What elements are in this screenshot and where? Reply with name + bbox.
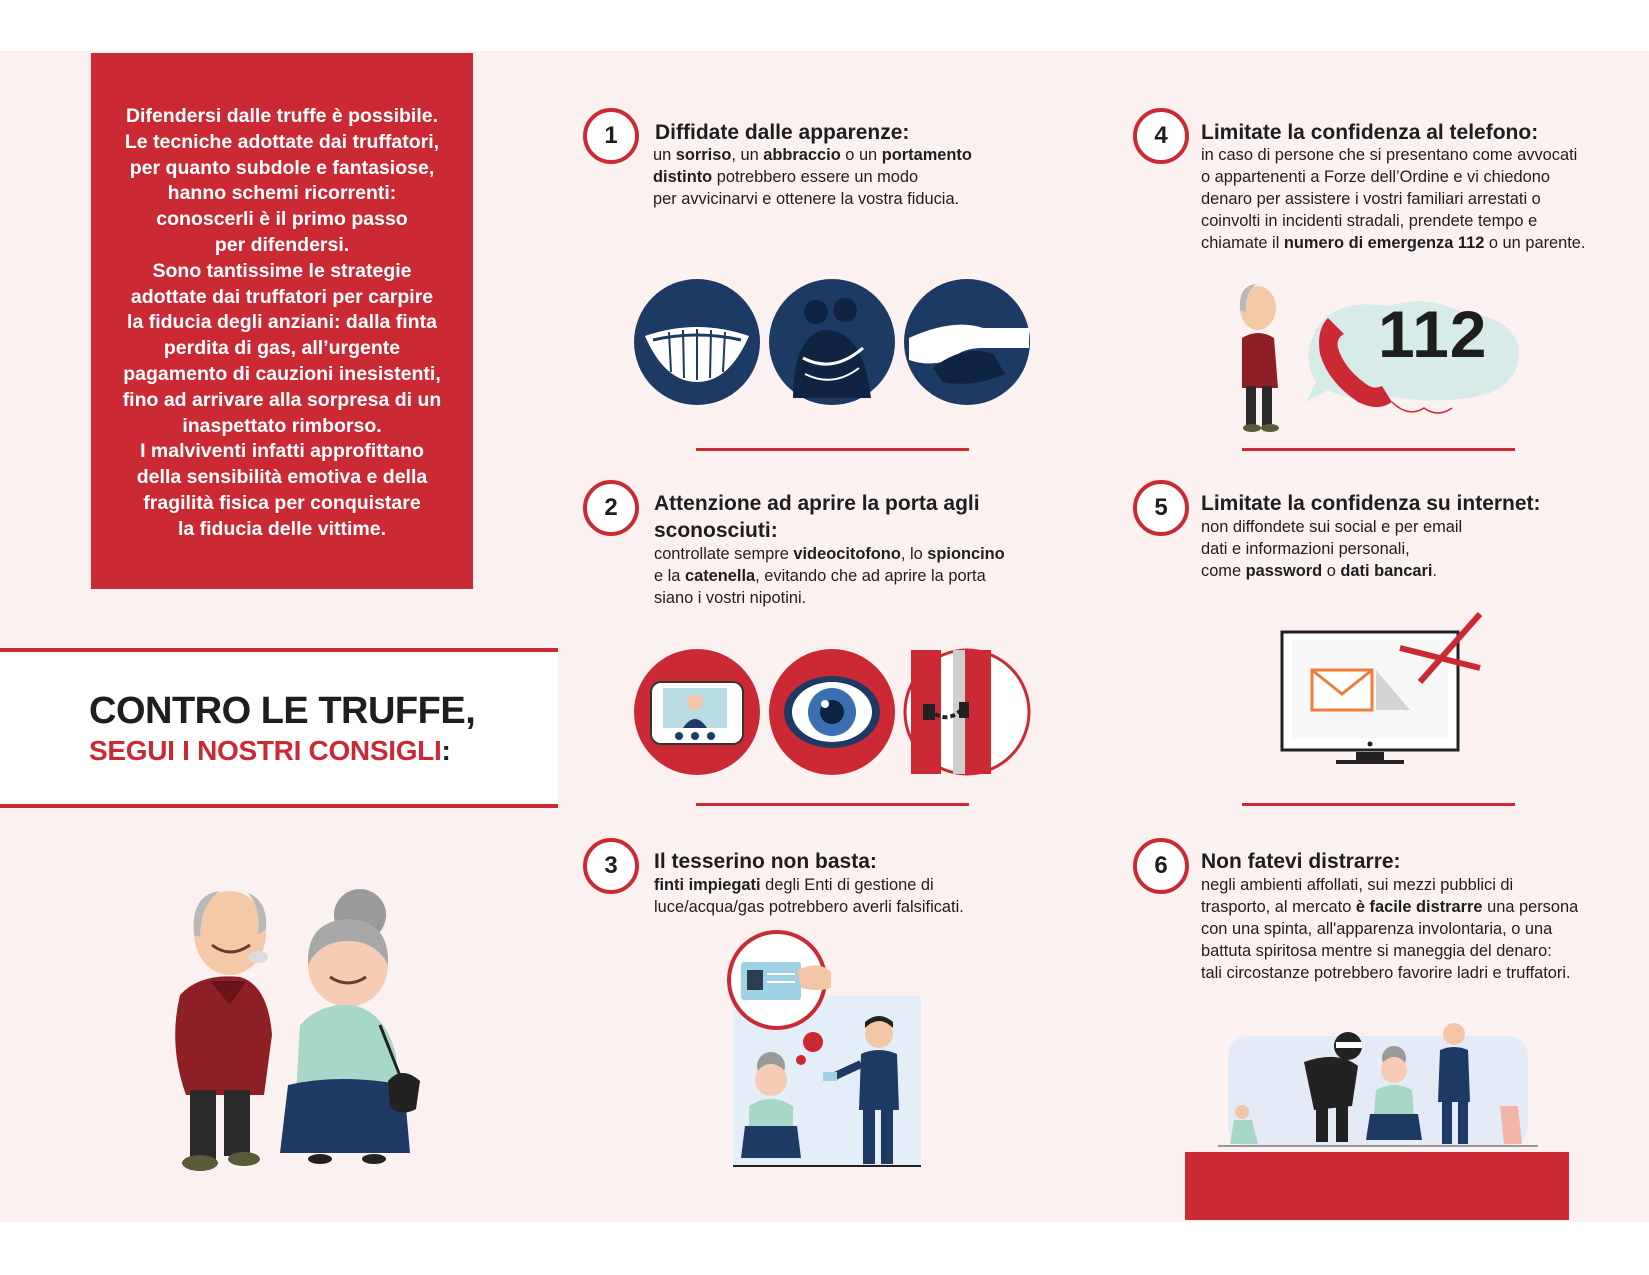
intro-line: Sono tantissime le strategie: [152, 259, 412, 282]
tip-6-line: tali circostanze potrebbero favorire ladri e truffatori.: [1201, 964, 1571, 982]
tip-number-4: 4: [1133, 108, 1189, 164]
tip-number-3: 3: [583, 838, 639, 894]
tip-2-line: [654, 565, 1005, 587]
tip-1-line: [653, 166, 972, 188]
bold-text: distinto: [653, 168, 713, 186]
tip-5-body: [1201, 516, 1462, 582]
main-subtitle: [89, 735, 451, 767]
text: .: [1432, 562, 1437, 580]
tip-6-heading: Non fatevi distrarre:: [1201, 850, 1401, 873]
tip-2-heading-line1: Attenzione ad aprire la porta agli: [654, 492, 980, 515]
tip-4-heading: Limitate la confidenza al telefono:: [1201, 121, 1539, 144]
tip-1-line: [653, 144, 972, 166]
door-chain-icon: [905, 650, 1029, 774]
bold-text: videocitofono: [793, 545, 901, 563]
tip-3-body: [654, 874, 964, 918]
bold-text: è facile distrarre: [1355, 898, 1483, 916]
tip-3-line: [654, 874, 964, 896]
tip-2-heading-line2: sconosciuti:: [654, 519, 778, 542]
tip-number-6: 6: [1133, 838, 1189, 894]
tip-number-5: 5: [1133, 480, 1189, 536]
intro-line: inaspettato rimborso.: [182, 414, 382, 437]
intro-line: della sensibilità emotiva e della: [136, 466, 428, 489]
text: una persona: [1482, 898, 1579, 916]
separator-line: [1242, 448, 1515, 451]
intro-line: pagamento di cauzioni inesistenti,: [123, 362, 441, 385]
bold-text: sorriso: [675, 146, 732, 164]
intro-line: hanno schemi ricorrenti:: [167, 182, 397, 205]
text: potrebbero essere un modo: [712, 168, 919, 186]
smile-icon: [634, 279, 760, 405]
intro-line: per quanto subdole e fantasiose,: [129, 156, 435, 179]
tip-6-line: con una spinta, all'apparenza involontaria, o una: [1201, 920, 1553, 938]
tip-6-line: negli ambienti affollati, sui mezzi pubblici di: [1201, 876, 1514, 894]
tip-2-line: [654, 543, 1005, 565]
separator-line: [696, 803, 969, 806]
elderly-couple-illustration: [140, 885, 440, 1165]
bold-text: portamento: [881, 146, 972, 164]
bold-text: abbraccio: [763, 146, 841, 164]
tip-5-illustration: [1280, 612, 1500, 772]
text: , lo: [900, 545, 928, 563]
intro-line: la fiducia delle vittime.: [177, 517, 387, 540]
tip-4-line: o appartenenti a Forze dell’Ordine e vi chiedono: [1201, 168, 1550, 186]
old-man-phone-icon: [1240, 284, 1279, 432]
bold-text: numero di emergenza 112: [1283, 234, 1485, 252]
text: o un: [840, 146, 882, 164]
tip-5-line: non diffondete sui social e per email: [1201, 518, 1463, 536]
tip-6-line: battuta spiritosa mentre si maneggia del denaro:: [1201, 942, 1552, 960]
intro-line: adottate dai truffatori per carpire: [130, 285, 434, 308]
tip-1-body: [653, 144, 972, 210]
tip-4-line: [1201, 232, 1585, 254]
bold-text: dati bancari: [1340, 562, 1433, 580]
emergency-number: 112: [1378, 297, 1488, 371]
tip-4-body: [1201, 144, 1585, 254]
bold-text: catenella: [684, 567, 756, 585]
tip-6-line: [1201, 896, 1578, 918]
hug-icon: [769, 279, 895, 405]
bold-text: spioncino: [927, 545, 1005, 563]
text: trasporto, al mercato: [1201, 898, 1356, 916]
bottom-accent-block: [1185, 1152, 1569, 1220]
intro-line: per difendersi.: [214, 233, 350, 256]
text: , evitando che ad aprire la porta: [755, 567, 986, 585]
intro-line: fragilità fisica per conquistare: [143, 491, 421, 514]
tip-5-line: [1201, 560, 1462, 582]
bold-text: finti impiegati: [654, 876, 761, 894]
tip-4-line: coinvolti in incidenti stradali, prendete tempo e: [1201, 212, 1538, 230]
tip-1-heading: Diffidate dalle apparenze:: [655, 121, 910, 144]
tip-1-icons: [633, 278, 1033, 408]
separator-line: [696, 448, 969, 451]
text: degli Enti di gestione di: [760, 876, 934, 894]
text: , un: [731, 146, 764, 164]
tip-4-line: denaro per assistere i vostri familiari arrestati o: [1201, 190, 1541, 208]
text: come: [1201, 562, 1246, 580]
tip-3-heading: Il tesserino non basta:: [654, 850, 877, 873]
peephole-eye-icon: [769, 649, 895, 775]
videophone-icon: [634, 649, 760, 775]
intro-line: Difendersi dalle truffe è possibile.: [125, 105, 439, 127]
bold-text: password: [1245, 562, 1323, 580]
separator-line: [1242, 803, 1515, 806]
intro-line: perdita di gas, all’urgente: [163, 337, 401, 360]
handshake-icon: [904, 279, 1030, 405]
tip-6-illustration: [1218, 1006, 1538, 1150]
tip-number-2: 2: [583, 480, 639, 536]
subtitle-text: SEGUI I NOSTRI CONSIGLI: [89, 735, 442, 766]
tip-3-line: luce/acqua/gas potrebbero averli falsificati.: [654, 898, 964, 916]
tip-2-line: siano i vostri nipotini.: [654, 589, 807, 607]
text: un: [653, 146, 676, 164]
main-title: CONTRO LE TRUFFE,: [89, 690, 476, 732]
intro-line: I malviventi infatti approfittano: [140, 440, 424, 463]
tip-number-1: 1: [583, 108, 639, 164]
tip-5-line: dati e informazioni personali,: [1201, 540, 1410, 558]
intro-line: la fiducia degli anziani: dalla finta: [127, 311, 437, 334]
text: o un parente.: [1484, 234, 1586, 252]
text: o: [1322, 562, 1341, 580]
tip-3-illustration: [727, 930, 927, 1170]
tip-5-heading: Limitate la confidenza su internet:: [1201, 492, 1541, 515]
text: controllate sempre: [654, 545, 794, 563]
subtitle-colon: :: [441, 735, 451, 766]
intro-line: Le tecniche adottate dai truffatori,: [124, 130, 440, 153]
text: e la: [654, 567, 685, 585]
intro-line: conoscerli è il primo passo: [156, 208, 408, 231]
tip-6-body: [1201, 874, 1578, 984]
tip-4-line: in caso di persone che si presentano come avvocati: [1201, 146, 1578, 164]
intro-line: fino ad arrivare alla sorpresa di un: [122, 388, 442, 411]
text: chiamate il: [1201, 234, 1284, 252]
tip-1-line: per avvicinarvi e ottenere la vostra fiducia.: [653, 190, 960, 208]
tip-2-body: [654, 543, 1005, 609]
intro-text: [108, 104, 456, 543]
tip-2-icons: [633, 648, 1033, 778]
